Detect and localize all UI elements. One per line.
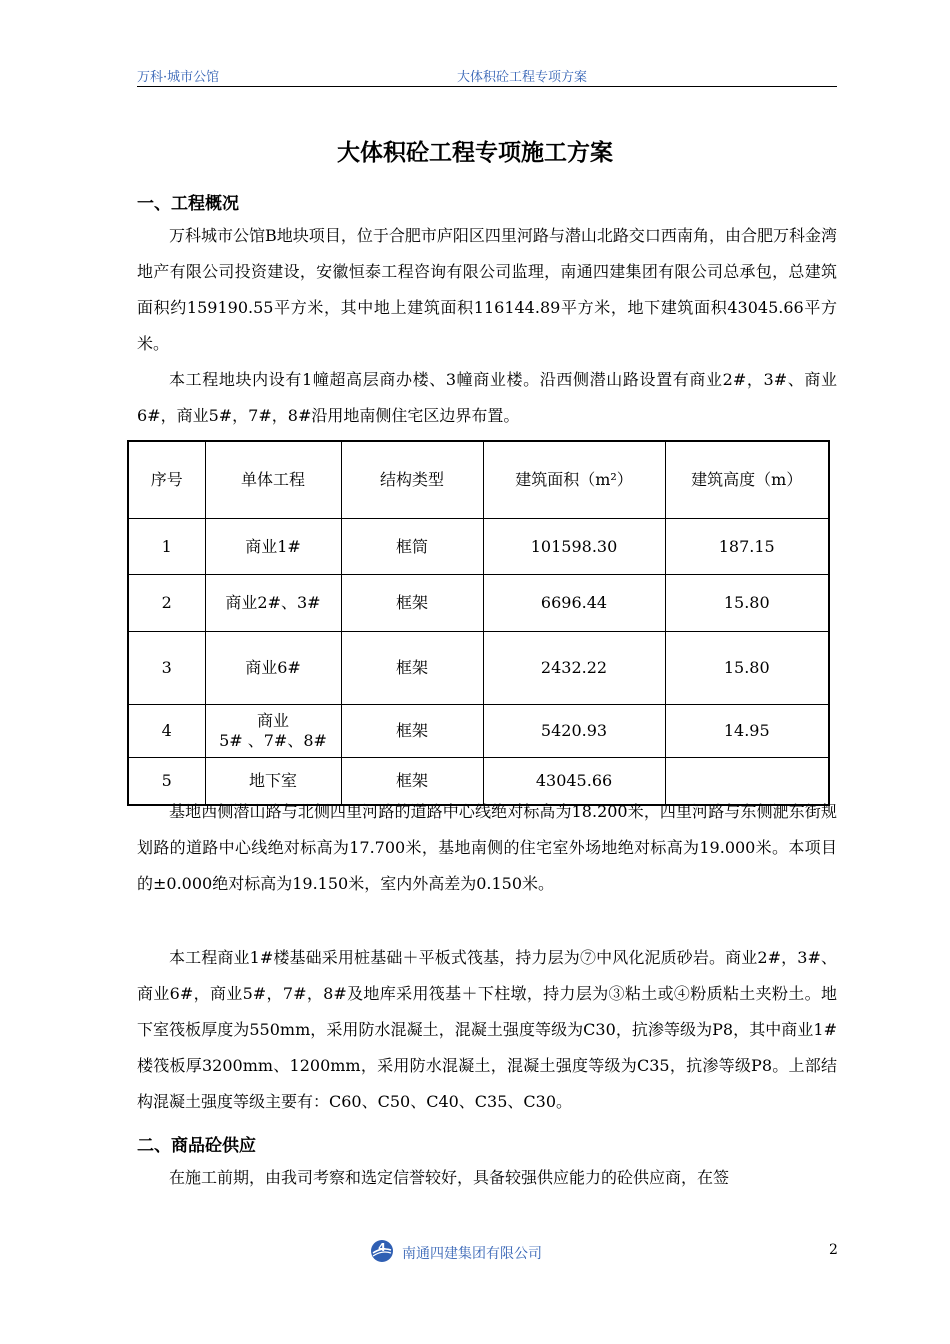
paragraph-concrete-supply: 在施工前期，由我司考察和选定信誉较好，具备较强供应能力的砼供应商，在签 [169, 1168, 730, 1187]
table-cell-area: 43045.66 [483, 758, 665, 806]
page-footer [370, 1240, 542, 1266]
table-cell-type: 框筒 [341, 519, 483, 575]
table-header-cell: 结构类型 [341, 441, 483, 519]
page-number: 2 [829, 1242, 838, 1258]
footer-company-name: 南通四建集团有限公司 [402, 1246, 542, 1262]
table-cell-height: 15.80 [665, 632, 829, 705]
table-cell-area: 6696.44 [483, 575, 665, 632]
table-cell-height: 187.15 [665, 519, 829, 575]
document-title: 大体积砼工程专项施工方案 [337, 139, 613, 166]
table-row [128, 575, 829, 632]
table-cell-type: 框架 [341, 575, 483, 632]
building-table [127, 440, 830, 806]
table-cell-name: 商业6# [205, 632, 341, 705]
table-cell-type: 框架 [341, 705, 483, 758]
table-header-row [128, 441, 829, 519]
svg-text:4: 4 [378, 1241, 386, 1254]
table-cell-area: 5420.93 [483, 705, 665, 758]
table-cell-type: 框架 [341, 632, 483, 705]
table-cell-area: 2432.22 [483, 632, 665, 705]
table-cell-name-line1: 商业 [256, 711, 289, 730]
table-cell-name: 商业2#、3# [205, 575, 341, 632]
table-cell-type: 框架 [341, 758, 483, 806]
table-cell-name: 商业1# [205, 519, 341, 575]
table-cell-no: 3 [128, 632, 205, 705]
table-header-cell: 序号 [128, 441, 205, 519]
table-cell-no: 4 [128, 705, 205, 758]
table-cell-height: 14.95 [665, 705, 829, 758]
table-row [128, 705, 829, 758]
table-header-cell: 单体工程 [205, 441, 341, 519]
table-cell-name [205, 705, 341, 758]
header-project-name: 万科·城市公馆 [137, 70, 220, 85]
paragraph-project-overview: 万科城市公馆B地块项目，位于合肥市庐阳区四里河路与潜山北路交口西南角，由合肥万科金湾地产有限公司投资建设，安徽恒泰工程咨询有限公司监理，南通四建集团有限公司总承包，总建筑面积约159190.55平方米，其中地上建筑面积116144.89平方米，地下建筑面积43045.66平方米。 [137, 226, 837, 353]
section-heading-concrete-supply: 二、商品砼供应 [137, 1136, 256, 1156]
table-cell-no: 2 [128, 575, 205, 632]
table-cell-name-line2: 5# 、7#、8# [219, 731, 327, 750]
table-header-cell: 建筑面积（m²） [483, 441, 665, 519]
section-heading-overview: 一、工程概况 [137, 194, 239, 214]
table-header-cell: 建筑高度（m） [665, 441, 829, 519]
paragraph-buildings: 本工程地块内设有1幢超高层商办楼、3幢商业楼。沿西侧潜山路设置有商业2#，3#、商业6#，商业5#，7#，8#沿用地南侧住宅区边界布置。 [137, 370, 837, 425]
table-cell-no: 1 [128, 519, 205, 575]
table-row [128, 632, 829, 705]
table-row [128, 519, 829, 575]
company-logo-icon [370, 1239, 394, 1267]
page-header [137, 66, 837, 87]
paragraph-elevations: 基地西侧潜山路与北侧四里河路的道路中心线绝对标高为18.200米，四里河路与东侧淝东街规划路的道路中心线绝对标高为17.700米，基地南侧的住宅室外场地绝对标高为19.000米。本项目的±0.000绝对标高为19.150米，室内外高差为0.150米。 [137, 802, 837, 893]
paragraph-foundation: 本工程商业1#楼基础采用桩基础＋平板式筏基，持力层为⑦中风化泥质砂岩。商业2#，3#、商业6#，商业5#，7#，8#及地库采用筏基＋下柱墩，持力层为③粘土或④粉质粘土夹粉土。地下室筏板厚度为550mm，采用防水混凝土，混凝土强度等级为C30，抗渗等级为P8，其中商业1#楼筏板厚3200mm、1200mm，采用防水混凝土，混凝土强度等级为C35，抗渗等级P8。上部结构混凝土强度等级主要有：C60、C50、C40、C35、C30。 [137, 948, 837, 1111]
table-cell-height: 15.80 [665, 575, 829, 632]
table-cell-name: 地下室 [205, 758, 341, 806]
header-document-name: 大体积砼工程专项方案 [457, 70, 588, 85]
table-cell-area: 101598.30 [483, 519, 665, 575]
table-cell-no: 5 [128, 758, 205, 806]
